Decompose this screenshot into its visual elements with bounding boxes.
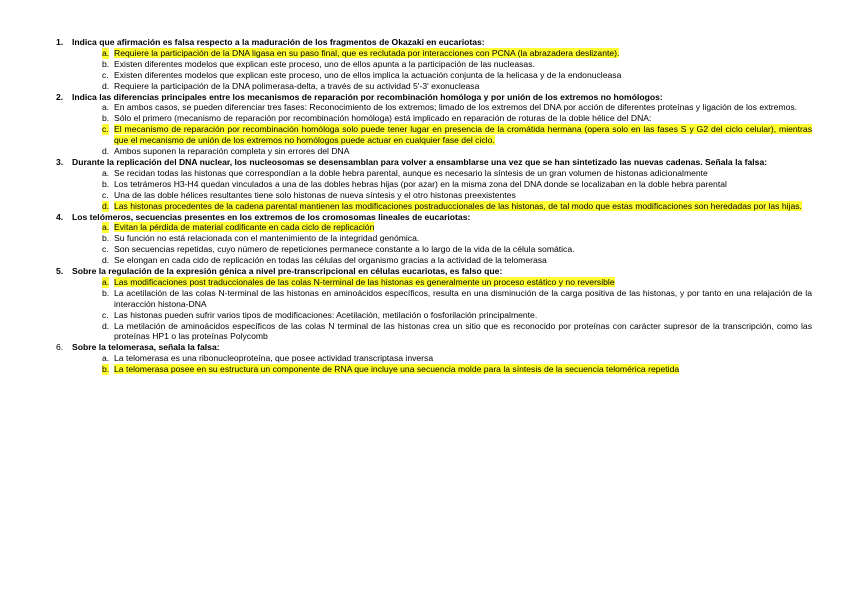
option-text: Se recidan todas las histonas que correspondían a la doble hebra parental, aunque es necesario la síntesis de un gran volumen de histonas adicionalmente — [114, 167, 708, 178]
answer-option — [102, 59, 812, 70]
option-letter: b. — [102, 178, 110, 189]
option-list — [72, 48, 812, 92]
question-item — [56, 157, 812, 212]
answer-option — [102, 48, 812, 59]
option-letter: a. — [102, 47, 110, 58]
option-text: Se elongan en cada cido de replicación en todas las células del organismo gracias a la actividad de la telomerasa — [114, 255, 547, 266]
answer-option — [102, 321, 812, 343]
option-text: Existen diferentes modelos que explican este proceso, uno de ellos apunta a la participación de las nucleasas. — [114, 58, 535, 69]
answer-option — [102, 190, 812, 201]
answer-option — [102, 244, 812, 255]
question-number: 4. — [56, 211, 64, 222]
option-list — [72, 277, 812, 342]
question-number: 1. — [56, 37, 64, 47]
answer-option — [102, 201, 812, 212]
option-list — [72, 168, 812, 212]
question-text: Sobre la telomerasa, señala la falsa: — [72, 342, 220, 353]
question-number: 2. — [56, 91, 64, 102]
option-letter: b. — [102, 287, 110, 298]
answer-option — [102, 70, 812, 81]
option-letter: d. — [102, 255, 110, 266]
question-text: Indica que afirmación es falsa respecto a la maduración de los fragmentos de Okazaki en eucariotas: — [72, 37, 485, 47]
answer-option — [102, 113, 812, 124]
question-item — [56, 212, 812, 267]
question-item — [56, 37, 812, 92]
option-letter: c. — [102, 124, 109, 135]
option-list — [72, 353, 812, 375]
option-letter: c. — [102, 189, 109, 200]
option-text: La acetilación de las colas N-terminal de las histonas en aminoácidos específicos, resulta en una disminución de la carga positiva de las histonas, y por tanto en una relajación de la interacción histona-DNA — [114, 287, 812, 309]
option-letter: d. — [102, 320, 110, 331]
option-text: La metilación de aminoácidos específicos de las colas N terminal de las histonas crea un sitio que es reconocido por proteínas con carácter supresor de la transcripción, como las proteínas HP1 o las proteínas Polycomb — [114, 320, 812, 342]
option-letter: a. — [102, 167, 110, 178]
option-text: La telomerasa es una ribonucleoproteína, que posee actividad transcriptasa inversa — [114, 353, 434, 364]
option-list — [72, 102, 812, 157]
option-letter: b. — [102, 233, 110, 244]
option-letter: d. — [102, 146, 110, 157]
question-number: 5. — [56, 266, 64, 277]
option-text: Una de las doble hélices resultantes tiene solo histonas de nueva síntesis y el otro histonas preexistentes — [114, 189, 516, 200]
answer-option — [102, 146, 812, 157]
highlighted-answer-text: El mecanismo de reparación por recombinación homóloga solo puede tener lugar en presencia de la cromátida hermana (opera solo en las fases S y G2 del ciclo celular), mientras que el mecanismo de unión de los extremos no homólogos puede actuar en cualquier fase del ciclo. — [114, 124, 812, 146]
highlighted-answer-text: Las histonas procedentes de la cadena parental mantienen las modificaciones postraduccionales de las histonas, de tal modo que estas modificaciones son heredadas por las hijas. — [114, 200, 802, 211]
option-letter: a. — [102, 276, 110, 287]
question-text: Durante la replicación del DNA nuclear, los nucleosomas se desensamblan para volver a ensamblarse una vez que se han sintetizado las nuevas cadenas. Señala la falsa: — [72, 156, 768, 167]
option-text: Las histonas pueden sufrir varios tipos de modificaciones: Acetilación, metilación o fosforilación principalmente. — [114, 309, 538, 320]
question-item — [56, 342, 812, 375]
option-letter: d. — [102, 200, 110, 211]
highlighted-answer-text: Evitan la pérdida de material codificante en cada ciclo de replicación — [114, 222, 375, 233]
answer-option — [102, 102, 812, 113]
option-text: Requiere la participación de la DNA polimerasa-delta, a través de su actividad 5'-3' exonucleasa — [114, 80, 480, 91]
highlighted-answer-text: La telomerasa posee en su estructura un componente de RNA que incluye una secuencia molde para la síntesis de la secuencia telomérica repetida — [114, 364, 680, 375]
highlighted-answer-text: Requiere la participación de la DNA ligasa en su paso final, que es reclutada por interacciones con PCNA (la abrazadera deslizante). — [114, 47, 620, 58]
answer-option — [102, 364, 812, 375]
answer-option — [102, 255, 812, 266]
answer-option — [102, 277, 812, 288]
answer-option — [102, 179, 812, 190]
option-text: Los tetrámeros H3-H4 quedan vinculados a una de las dobles hebras hijas (por azar) en la misma zona del DNA donde se localizaban en la doble hebra parental — [114, 178, 727, 189]
option-letter: c. — [102, 309, 109, 320]
answer-option — [102, 222, 812, 233]
answer-option — [102, 353, 812, 364]
option-text: Su función no está relacionada con el mantenimiento de la integridad genómica. — [114, 233, 420, 244]
question-number: 3. — [56, 156, 64, 167]
option-text: Son secuencias repetidas, cuyo número de repeticiones permanece constante a lo largo de la vida de la célula somática. — [114, 244, 575, 255]
option-letter: d. — [102, 80, 110, 91]
question-text: Los telómeros, secuencias presentes en los extremos de los cromosomas lineales de eucariotas: — [72, 211, 471, 222]
option-letter: b. — [102, 58, 110, 69]
option-list — [72, 222, 812, 266]
answer-option — [102, 233, 812, 244]
answer-option — [102, 81, 812, 92]
answer-option — [102, 168, 812, 179]
highlighted-answer-text: Las modificaciones post traduccionales de las colas N-terminal de las histonas es generalmente un proceso estático y no reversible — [114, 276, 615, 287]
option-text: Sólo el primero (mecanismo de reparación por recombinación homóloga) está implicado en reparación de roturas de la doble hélice del DNA: — [114, 113, 652, 124]
question-number: 6. — [56, 342, 64, 353]
option-letter: c. — [102, 244, 109, 255]
option-letter: a. — [102, 222, 110, 233]
answer-option — [102, 124, 812, 146]
answer-option — [102, 310, 812, 321]
question-item — [56, 92, 812, 157]
question-item — [56, 266, 812, 342]
answer-option — [102, 288, 812, 310]
option-letter: b. — [102, 364, 110, 375]
option-letter: c. — [102, 69, 109, 80]
option-letter: a. — [102, 102, 110, 113]
option-letter: a. — [102, 353, 110, 364]
question-text: Indica las diferencias principales entre los mecanismos de reparación por recombinación homóloga y por unión de los extremos no homólogos: — [72, 91, 663, 102]
question-list — [56, 37, 812, 375]
option-text: En ambos casos, se pueden diferenciar tres fases: Reconocimiento de los extremos; limado de los extremos del DNA por acción de diferentes proteínas y ligación de los extremos. — [114, 102, 798, 113]
option-text: Ambos suponen la reparación completa y sin errores del DNA — [114, 146, 350, 157]
option-text: Existen diferentes modelos que explican este proceso, uno de ellos implica la actuación conjunta de la helicasa y de la endonucleasa — [114, 69, 622, 80]
question-text: Sobre la regulación de la expresión génica a nivel pre-transcripcional en células eucariotas, es falso que: — [72, 266, 503, 277]
option-letter: b. — [102, 113, 110, 124]
